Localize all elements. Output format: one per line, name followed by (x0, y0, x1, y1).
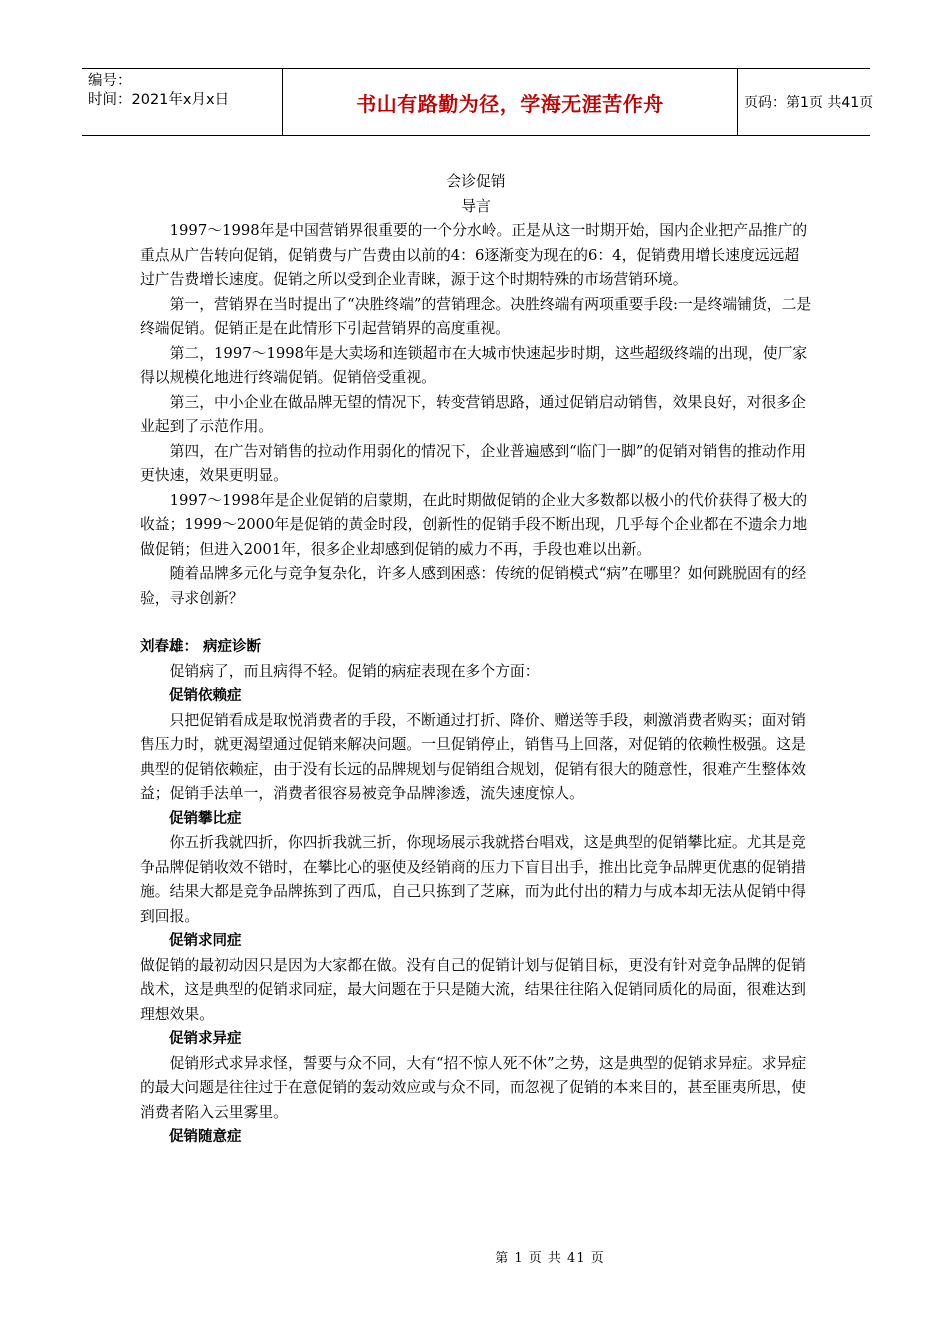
document-body (140, 170, 812, 1150)
intro-paragraph: 第二，1997～1998年是大卖场和连锁超市在大城市快速起步时期，这些超级终端的出现，使厂家得以规模化地进行终端促销。促销倍受重视。 (140, 344, 808, 386)
document-title: 会诊促销 (446, 173, 506, 190)
spacer (140, 611, 812, 635)
item-heading: 促销攀比症 (169, 810, 242, 827)
item-heading: 促销随意症 (169, 1129, 242, 1145)
header-meta (82, 69, 282, 135)
page-header (82, 68, 874, 136)
section-heading: 刘春雄： 病症诊断 (140, 639, 262, 655)
header-time: 时间：2021年x月x日 (88, 92, 230, 108)
intro-paragraph: 第四，在广告对销售的拉动作用弱化的情况下，企业普遍感到“临门一脚”的促销对销售的推动作用更快速，效果更明显。 (140, 442, 807, 484)
item-heading: 促销求异症 (169, 1031, 242, 1047)
header-number: 编号： (88, 73, 132, 89)
intro-paragraph: 第三，中小企业在做品牌无望的情况下，转变营销思路，通过促销启动销售，效果良好，对很多企业起到了示范作用。 (140, 393, 806, 435)
item-text: 做促销的最初动因只是因为大家都在做。没有自己的促销计划与促销目标，更没有针对竞争品牌的促销战术，这是典型的促销求同症，最大问题在于只是随大流，结果往往陷入促销同质化的局面，很难达到理想效果。 (140, 956, 806, 1023)
header-page-info: 页码：第1页 共41页 (744, 95, 874, 111)
item-text: 你五折我就四折，你四折我就三折，你现场展示我就搭台唱戏，这是典型的促销攀比症。尤其是竞争品牌促销收效不错时，在攀比心的驱使及经销商的压力下盲目出手，推出比竞争品牌更优惠的促销措施。结果大都是竞争品牌拣到了西瓜，自己只拣到了芝麻，而为此付出的精力与成本却无法从促销中得到回报。 (140, 834, 806, 925)
intro-paragraph: 1997～1998年是中国营销界很重要的一个分水岭。正是从这一时期开始，国内企业把产品推广的重点从广告转向促销，促销费与广告费由以前的4：6逐渐变为现在的6：4，促销费用增长速度远远超过广告费增长速度。促销之所以受到企业青睐，源于这个时期特殊的市场营销环境。 (140, 222, 808, 288)
header-motto: 书山有路勤为径，学海无涯苦作舟 (282, 69, 738, 135)
item-heading: 促销依赖症 (169, 688, 242, 704)
section-intro: 促销病了，而且病得不轻。促销的病症表现在多个方面： (169, 662, 540, 680)
intro-paragraph: 第一，营销界在当时提出了“决胜终端”的营销理念。决胜终端有两项重要手段:一是终端铺货，二是终端促销。促销正是在此情形下引起营销界的高度重视。 (140, 295, 812, 337)
item-text: 促销形式求异求怪，誓要与众不同，大有“招不惊人死不休”之势，这是典型的促销求异症。求异症的最大问题是往往过于在意促销的轰动效应或与众不同，而忽视了促销的本来目的，甚至匪夷所思，使消费者陷入云里雾里。 (140, 1054, 807, 1121)
intro-paragraph: 1997～1998年是企业促销的启蒙期，在此时期做促销的企业大多数都以极小的代价获得了极大的收益；1999～2000年是促销的黄金时段，创新性的促销手段不断出现，几乎每个企业都在不遗余力地做促销；但进入2001年，很多企业却感到促销的威力不再，手段也难以出新。 (140, 491, 808, 558)
intro-paragraph: 随着品牌多元化与竞争复杂化，许多人感到困惑：传统的促销模式“病”在哪里？如何跳脱固有的经验，寻求创新？ (140, 565, 807, 607)
item-text: 只把促销看成是取悦消费者的手段，不断通过打折、降价、赠送等手段，刺激消费者购买；面对销售压力时，就更渴望通过促销来解决问题。一旦促销停止，销售马上回落，对促销的依赖性极强。这是典型的促销依赖症，由于没有长远的品牌规划与促销组合规划，促销有很大的随意性，很难产生整体效益；促销手法单一，消费者很容易被竞争品牌渗透，流失速度惊人。 (140, 711, 806, 802)
document-subtitle: 导言 (461, 197, 491, 215)
item-heading: 促销求同症 (169, 933, 242, 949)
page-footer: 第 1 页 共 41 页 (495, 1251, 605, 1266)
